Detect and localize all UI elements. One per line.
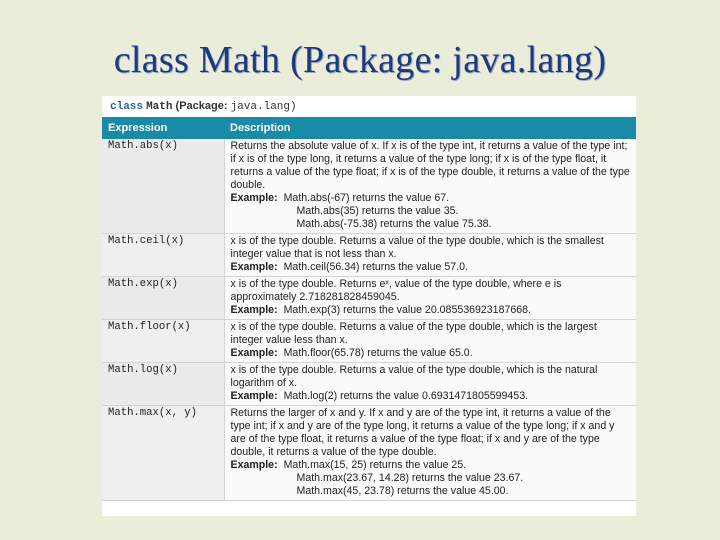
expression-cell: Math.exp(x) [102,277,224,320]
example-label: Example: [230,390,278,402]
example-text: Math.max(23.67, 14.28) returns the value 23.67. [296,472,524,484]
example-label: Example: [230,459,278,471]
expression-cell: Math.floor(x) [102,320,224,363]
example-text: Math.exp(3) returns the value 20.085536923187668. [283,304,531,316]
description-cell [224,406,636,501]
expression-cell: Math.ceil(x) [102,234,224,277]
table-row [102,234,636,277]
table-header-row [102,117,636,139]
description-text: x is of the type double. Returns a value of the type double, which is the smallest integer value that is not less than x. [230,235,604,260]
example-label: Example: [230,261,278,273]
description-text: x is of the type double. Returns a value of the type double, which is the natural logarithm of x. [230,364,598,389]
package-label: (Package: [175,100,228,112]
package-name: java.lang) [230,101,297,113]
example-label: Example: [230,304,278,316]
example-text: Math.max(15, 25) returns the value 25. [283,459,467,471]
class-header [102,96,636,117]
expression-cell: Math.abs(x) [102,139,224,234]
table-row [102,363,636,406]
math-class-table-panel [102,96,636,516]
description-cell [224,277,636,320]
expression-cell: Math.log(x) [102,363,224,406]
example-text: Math.abs(-67) returns the value 67. [283,192,450,204]
example-text: Math.max(45, 23.78) returns the value 45.00. [296,485,509,497]
example-text: Math.abs(35) returns the value 35. [296,205,459,217]
class-keyword: class [110,101,144,113]
description-text: Returns the absolute value of x. If x is of the type int, it returns a value of the type int; if x is of the type long, it returns a value of the type long; if x is of the type float, it returns a value of the type float; if x is of the type double, it returns a value of the type double. [230,140,630,191]
method-table [102,117,636,501]
example-text: Math.abs(-75.38) returns the value 75.38. [296,218,492,230]
table-row [102,139,636,234]
table-row [102,406,636,501]
expression-cell: Math.max(x, y) [102,406,224,501]
column-header-expression: Expression [102,117,224,139]
slide-title: class Math (Package: java.lang) [113,39,607,81]
table-body [102,139,636,501]
description-text: x is of the type double. Returns eˣ, value of the type double, where e is approximately 2.718281828459045. [230,278,562,303]
description-cell [224,139,636,234]
class-name: Math [146,101,173,113]
example-text: Math.floor(65.78) returns the value 65.0. [283,347,473,359]
description-cell [224,320,636,363]
example-text: Math.log(2) returns the value 0.6931471805599453. [283,390,529,402]
column-header-description: Description [224,117,636,139]
description-text: Returns the larger of x and y. If x and y are of the type int, it returns a value of the type int; if x and y are of the type long, it returns a value of the type long; if x and y are of the type float, it returns a value of the type float; if x and y are of the type double, it returns a value of the type double. [230,407,615,458]
example-label: Example: [230,347,278,359]
description-text: x is of the type double. Returns a value of the type double, which is the largest integer value less than x. [230,321,597,346]
table-row [102,320,636,363]
description-cell [224,363,636,406]
description-cell [224,234,636,277]
example-text: Math.ceil(56.34) returns the value 57.0. [283,261,468,273]
example-label: Example: [230,192,278,204]
table-row [102,277,636,320]
